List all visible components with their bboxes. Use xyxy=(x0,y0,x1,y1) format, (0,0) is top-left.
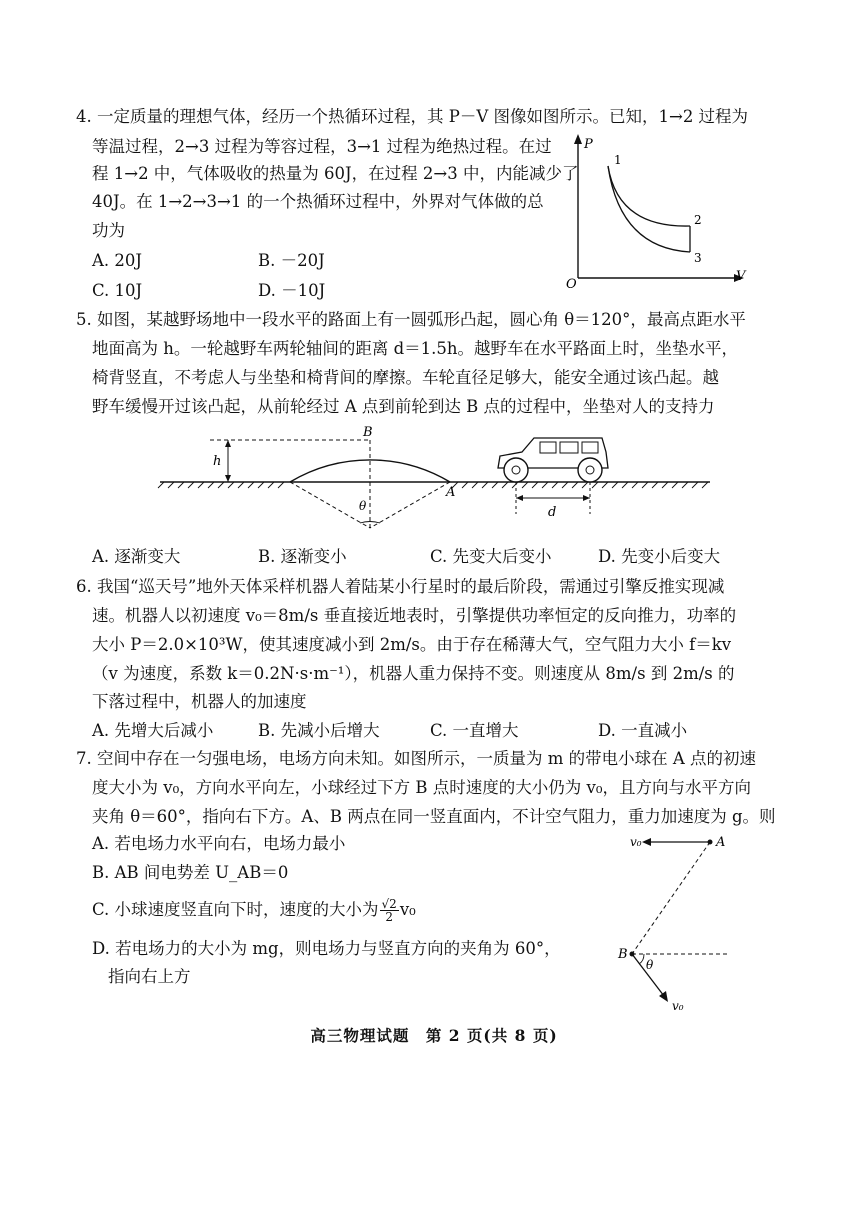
q4-line-4: 40J。在 1→2→3→1 的一个热循环过程中，外界对气体做的总 xyxy=(92,192,544,211)
q6-line-5: 下落过程中，机器人的加速度 xyxy=(92,692,307,711)
v0-arrowhead xyxy=(642,838,651,846)
q7-option-c-text: C. 小球速度竖直向下时，速度的大小为 xyxy=(92,900,379,919)
q6-option-c: C. 一直增大 xyxy=(430,721,519,740)
q5-line-4: 野车缓慢开过该凸起，从前轮经过 A 点到前轮到达 B 点的过程中，坐垫对人的支持力 xyxy=(92,397,715,416)
q7-option-d-line-2: 指向右上方 xyxy=(108,967,191,986)
theta-arc xyxy=(639,954,644,964)
q5-option-d: D. 先变小后变大 xyxy=(598,547,721,566)
q7-option-c-suffix: v₀ xyxy=(399,900,416,919)
p-axis-arrow xyxy=(574,134,582,144)
q7-option-b: B. AB 间电势差 U_AB＝0 xyxy=(92,863,289,882)
q6-option-b: B. 先减小后增大 xyxy=(258,721,380,740)
d-arrow-right xyxy=(583,495,590,501)
v0-bottom-label: v₀ xyxy=(672,999,684,1013)
q4-line-1: 4. 一定质量的理想气体，经历一个热循环过程，其 P－V 图像如图所示。已知，1→2 过程为 xyxy=(76,107,749,126)
p-axis-label: P xyxy=(584,137,593,152)
fraction-denominator: 2 xyxy=(385,910,393,924)
theta-arc xyxy=(360,522,380,524)
q6-option-d: D. 一直减小 xyxy=(598,721,688,740)
q4-option-a: A. 20J xyxy=(92,251,143,270)
ab-dashed-line xyxy=(632,842,710,954)
q5-option-b: B. 逐渐变小 xyxy=(258,547,347,566)
q7-line-2: 度大小为 v₀，方向水平向左，小球经过下方 B 点时速度的大小仍为 v₀，且方向与水平方向 xyxy=(92,778,751,797)
fraction-numerator: √2 xyxy=(381,897,397,911)
origin-label: O xyxy=(566,277,577,290)
vb-arrowhead xyxy=(659,991,668,1002)
q7-line-3: 夹角 θ＝60°，指向右下方。A、B 两点在同一竖直面内，不计空气阻力，重力加速度为 g。则 xyxy=(92,807,776,826)
v-axis-label: V xyxy=(736,269,746,284)
ground-hatching xyxy=(158,482,708,488)
h-label: h xyxy=(213,454,222,469)
q7-option-c-fraction xyxy=(380,898,399,923)
q4-pv-diagram xyxy=(560,128,750,290)
d-arrow-left xyxy=(516,495,523,501)
point-b-label: B xyxy=(363,425,373,440)
q4-line-3: 程 1→2 中，气体吸收的热量为 60J，在过程 2→3 中，内能减少了 xyxy=(92,164,579,183)
page-footer: 高三物理试题 第 2 页(共 8 页) xyxy=(310,1026,558,1045)
h-arrow-bottom xyxy=(225,475,231,482)
q4-option-c: C. 10J xyxy=(92,281,143,300)
point-2-label: 2 xyxy=(694,213,702,227)
q5-line-1: 5. 如图，某越野场地中一段水平的路面上有一圆弧形凸起，圆心角 θ＝120°，最高点距水平 xyxy=(76,310,746,329)
q6-line-2: 速。机器人以初速度 v₀＝8m/s 垂直接近地表时，引擎提供功率恒定的反向推力，功率的 xyxy=(92,606,737,625)
q4-option-b: B. －20J xyxy=(258,251,325,270)
q7-line-1: 7. 空间中存在一匀强电场，电场方向未知。如图所示，一质量为 m 的带电小球在 A 点的初速 xyxy=(76,749,757,768)
point-1-label: 1 xyxy=(614,153,622,167)
q5-option-a: A. 逐渐变大 xyxy=(92,547,181,566)
q4-line-5: 功为 xyxy=(92,221,125,240)
adiabat-curve xyxy=(608,166,690,252)
q7-option-c xyxy=(92,898,416,923)
point-3-label: 3 xyxy=(694,251,702,265)
radius-right xyxy=(370,482,450,528)
v0-top-label: v₀ xyxy=(630,835,642,849)
point-a-label: A xyxy=(446,485,456,500)
q5-option-c: C. 先变大后变小 xyxy=(430,547,552,566)
isotherm-curve xyxy=(608,166,690,226)
q7-option-d-line-1: D. 若电场力的大小为 mg，则电场力与竖直方向的夹角为 60°， xyxy=(92,939,561,958)
q5-hill-diagram xyxy=(150,420,730,532)
offroad-car-icon xyxy=(498,438,608,482)
q6-line-1: 6. 我国“巡天号”地外天体采样机器人着陆某小行星时的最后阶段，需通过引擎反推实现减 xyxy=(76,577,725,596)
q6-option-a: A. 先增大后减小 xyxy=(92,721,214,740)
point-b-label: B xyxy=(618,947,628,962)
q5-line-3: 椅背竖直，不考虑人与坐垫和椅背间的摩擦。车轮直径足够大，能安全通过该凸起。越 xyxy=(92,368,719,387)
q4-line-2: 等温过程，2→3 过程为等容过程，3→1 过程为绝热过程。在过 xyxy=(92,137,552,156)
point-a-label: A xyxy=(716,835,726,850)
theta-label: θ xyxy=(646,958,654,972)
d-label: d xyxy=(548,505,557,520)
q6-line-3: 大小 P＝2.0×10³W，使其速度减小到 2m/s。由于存在稀薄大气，空气阻力大小 f＝kv xyxy=(92,635,732,654)
q7-option-a: A. 若电场力水平向右，电场力最小 xyxy=(92,834,346,853)
h-arrow-top xyxy=(225,440,231,447)
q4-option-d: D. －10J xyxy=(258,281,326,300)
q5-line-2: 地面高为 h。一轮越野车两轮轴间的距离 d＝1.5h。越野车在水平路面上时，坐垫水平， xyxy=(92,339,739,358)
theta-label: θ xyxy=(359,499,367,513)
radius-left xyxy=(290,482,370,528)
q6-line-4: （v 为速度，系数 k＝0.2N·s·m⁻¹），机器人重力保持不变。则速度从 8m/s 到 2m/s 的 xyxy=(92,664,735,683)
q7-trajectory-diagram xyxy=(600,828,780,1018)
